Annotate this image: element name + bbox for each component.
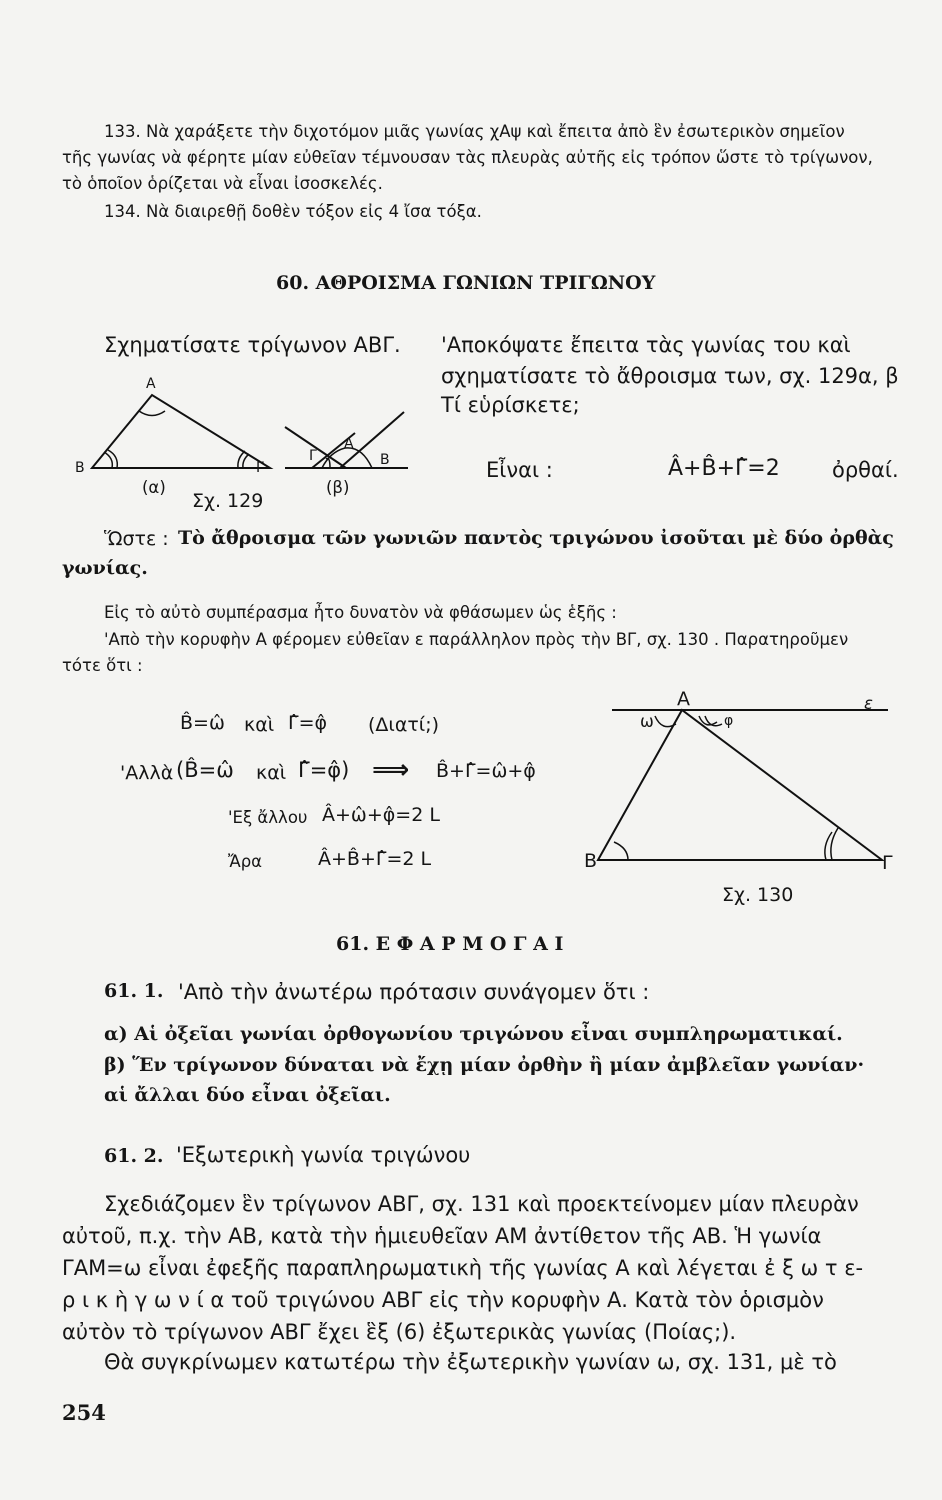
section60-right-line1: 'Αποκόψατε ἔπειτα τὰς γωνίας του καὶ [441,333,851,357]
s61-2-title: 'Εξωτερικὴ γωνία τριγώνου [176,1143,471,1167]
proof-l4-prefix: Ἄρα [228,852,263,871]
conclusion-prefix: Ὥστε : [104,528,169,550]
fig129a-arc-B [104,452,112,468]
s61-1-b1: β) Ἕν τρίγωνον δύναται νὰ ἔχῃ μίαν ὀρθὴν ἢ μίαν ἀμβλεῖαν γωνίαν· [104,1054,865,1076]
proof-l2-b: Γ̂=φ̂) [298,758,350,782]
s61-1-text: 'Απὸ τὴν ἀνωτέρω πρότασιν συνάγομεν ὅτι : [178,980,650,1004]
fig129b-label-A: Α [344,436,354,452]
fig129-label-G: Γ [256,460,264,476]
proof-l4-formula: Â+B̂+Γ̂=2 L [318,848,432,870]
sum-formula: Â+B̂+Γ̂=2 [668,456,780,481]
ex133-line3: τὸ ὁποῖον ὁρίζεται νὰ εἶναι ἰσοσκελές. [62,174,383,193]
fig130-label-A: Α [677,688,690,710]
ex134: 134. Νὰ διαιρεθῇ δοθὲν τόξον εἰς 4 ἴσα τόξα. [104,202,482,221]
fig130-label-e: ε [864,694,873,713]
alt-line2: 'Απὸ τὴν κορυφὴν Α φέρομεν εὐθεῖαν ε παράλληλον πρὸς τὴν ΒΓ, σχ. 130 . Παρατηροῦμεν [104,630,849,649]
section-61-title: 61. Ε Φ Α Ρ Μ Ο Γ Α Ι [336,933,564,955]
conclusion-bold1: Τὸ ἄθροισμα τῶν γωνιῶν παντὸς τριγώνου ἰσοῦται μὲ δύο ὀρθὰς [178,527,894,549]
fig130-label-B: Β [584,850,598,872]
ex133-line2: τῆς γωνίας νὰ φέρητε μίαν εὐθεῖαν τέμνουσαν τὰς πλευρὰς αὐτῆς εἰς τρόπον ὥστε τὸ τρίγωνον, [62,148,873,167]
s61-p6: Θὰ συγκρίνωμεν κατωτέρω τὴν ἐξωτερικὴν γωνίαν ω, σχ. 131, μὲ τὸ [104,1350,837,1374]
fig129-label-b: (β) [326,478,350,497]
s61-2-heading: 61. 2. [104,1145,164,1167]
fig129a-arc-A [139,411,165,416]
fig129-caption: Σχ. 129 [192,490,264,512]
alt-line3: τότε ὅτι : [62,656,143,675]
s61-p4: ρ ι κ ὴ γ ω ν ί α τοῦ τριγώνου ΑΒΓ εἰς τὴν κορυφὴν Α. Κατὰ τὸν ὁρισμὸν [62,1288,824,1312]
ex133-line1: 133. Νὰ χαράξετε τὴν διχοτόμον μιᾶς γωνίας χΑψ καὶ ἔπειτα ἀπὸ ἓν ἐσωτερικὸν σημεῖον [104,122,845,141]
fig129-label-A: Α [146,376,156,392]
fig129-label-B: Β [75,460,85,476]
proof-l2-prefix: 'Αλλὰ [120,762,174,784]
proof-l1-kai: καὶ [244,714,275,736]
proof-l3-formula: Â+ω̂+φ̂=2 L [322,804,440,826]
fig130-arc-B [614,842,628,860]
section60-right-line2: σχηματίσατε τὸ ἄθροισμα των, σχ. 129α, β [441,364,899,388]
proof-l1-a: B̂=ω̂ [180,712,225,734]
s61-1-b2: αἱ ἄλλαι δύο εἶναι ὀξεῖαι. [104,1084,391,1106]
s61-p3: ΓΑΜ=ω εἶναι ἐφεξῆς παραπληρωματικὴ τῆς γωνίας Α καὶ λέγεται ἐ ξ ω τ ε- [62,1256,864,1280]
proof-l2-a: (B̂=ω̂ [176,758,234,782]
fig130-triangle [598,710,882,860]
fig130-label-omega: ω [640,712,654,731]
sum-unit: ὀρθαί. [832,458,899,482]
fig129b-label-G: Γ [309,448,317,464]
proof-l3-prefix: 'Εξ ἄλλου [228,808,308,827]
s61-p2: αὐτοῦ, π.χ. τὴν ΑΒ, κατὰ τὴν ἡμιευθεῖαν ΑΜ ἀντίθετον τῆς ΑΒ. Ἡ γωνία [62,1224,822,1248]
proof-l1-b: Γ̂=φ̂ [288,712,328,734]
section60-left-text: Σχηματίσατε τρίγωνον ΑΒΓ. [104,333,401,357]
fig130-caption: Σχ. 130 [722,884,794,906]
s61-1-a: α) Αἱ ὀξεῖαι γωνίαι ὀρθογωνίου τριγώνου εἶναι συμπληρωματικαί. [104,1023,843,1045]
section-60-title: 60. ΑΘΡΟΙΣΜΑ ΓΩΝΙΩΝ ΤΡΙΓΩΝΟΥ [276,272,656,294]
proof-l2-result: B̂+Γ̂=ω̂+φ̂ [436,760,536,782]
proof-l2-kai: καὶ [256,762,287,784]
proof-l2-arrow: ⟹ [372,755,410,785]
alt-line1: Εἰς τὸ αὐτὸ συμπέρασμα ἦτο δυνατὸν νὰ φθάσωμεν ὡς ἑξῆς : [104,603,617,622]
fig129b-label-B: Β [380,452,390,468]
s61-1-heading: 61. 1. [104,980,164,1002]
conclusion-bold2: γωνίας. [62,557,148,579]
fig129a-triangle [92,395,270,468]
page-number: 254 [62,1400,106,1425]
fig129-label-a: (α) [142,478,166,497]
fig130-label-G: Γ [882,852,893,874]
s61-p5: αὐτὸν τὸ τρίγωνον ΑΒΓ ἔχει ἓξ (6) ἐξωτερικὰς γωνίας (Ποίας;). [62,1320,737,1344]
section60-right-line3: Τί εὑρίσκετε; [441,393,580,417]
fig130-label-phi: φ [724,713,734,729]
fig129a-arc-G [243,454,249,468]
einai-label: Εἶναι : [486,458,553,482]
s61-p1: Σχεδιάζομεν ἓν τρίγωνον ΑΒΓ, σχ. 131 καὶ προεκτείνομεν μίαν πλευρὰν [104,1192,859,1216]
proof-l1-why: (Διατί;) [368,714,440,736]
fig130-arc-omega [655,716,676,727]
